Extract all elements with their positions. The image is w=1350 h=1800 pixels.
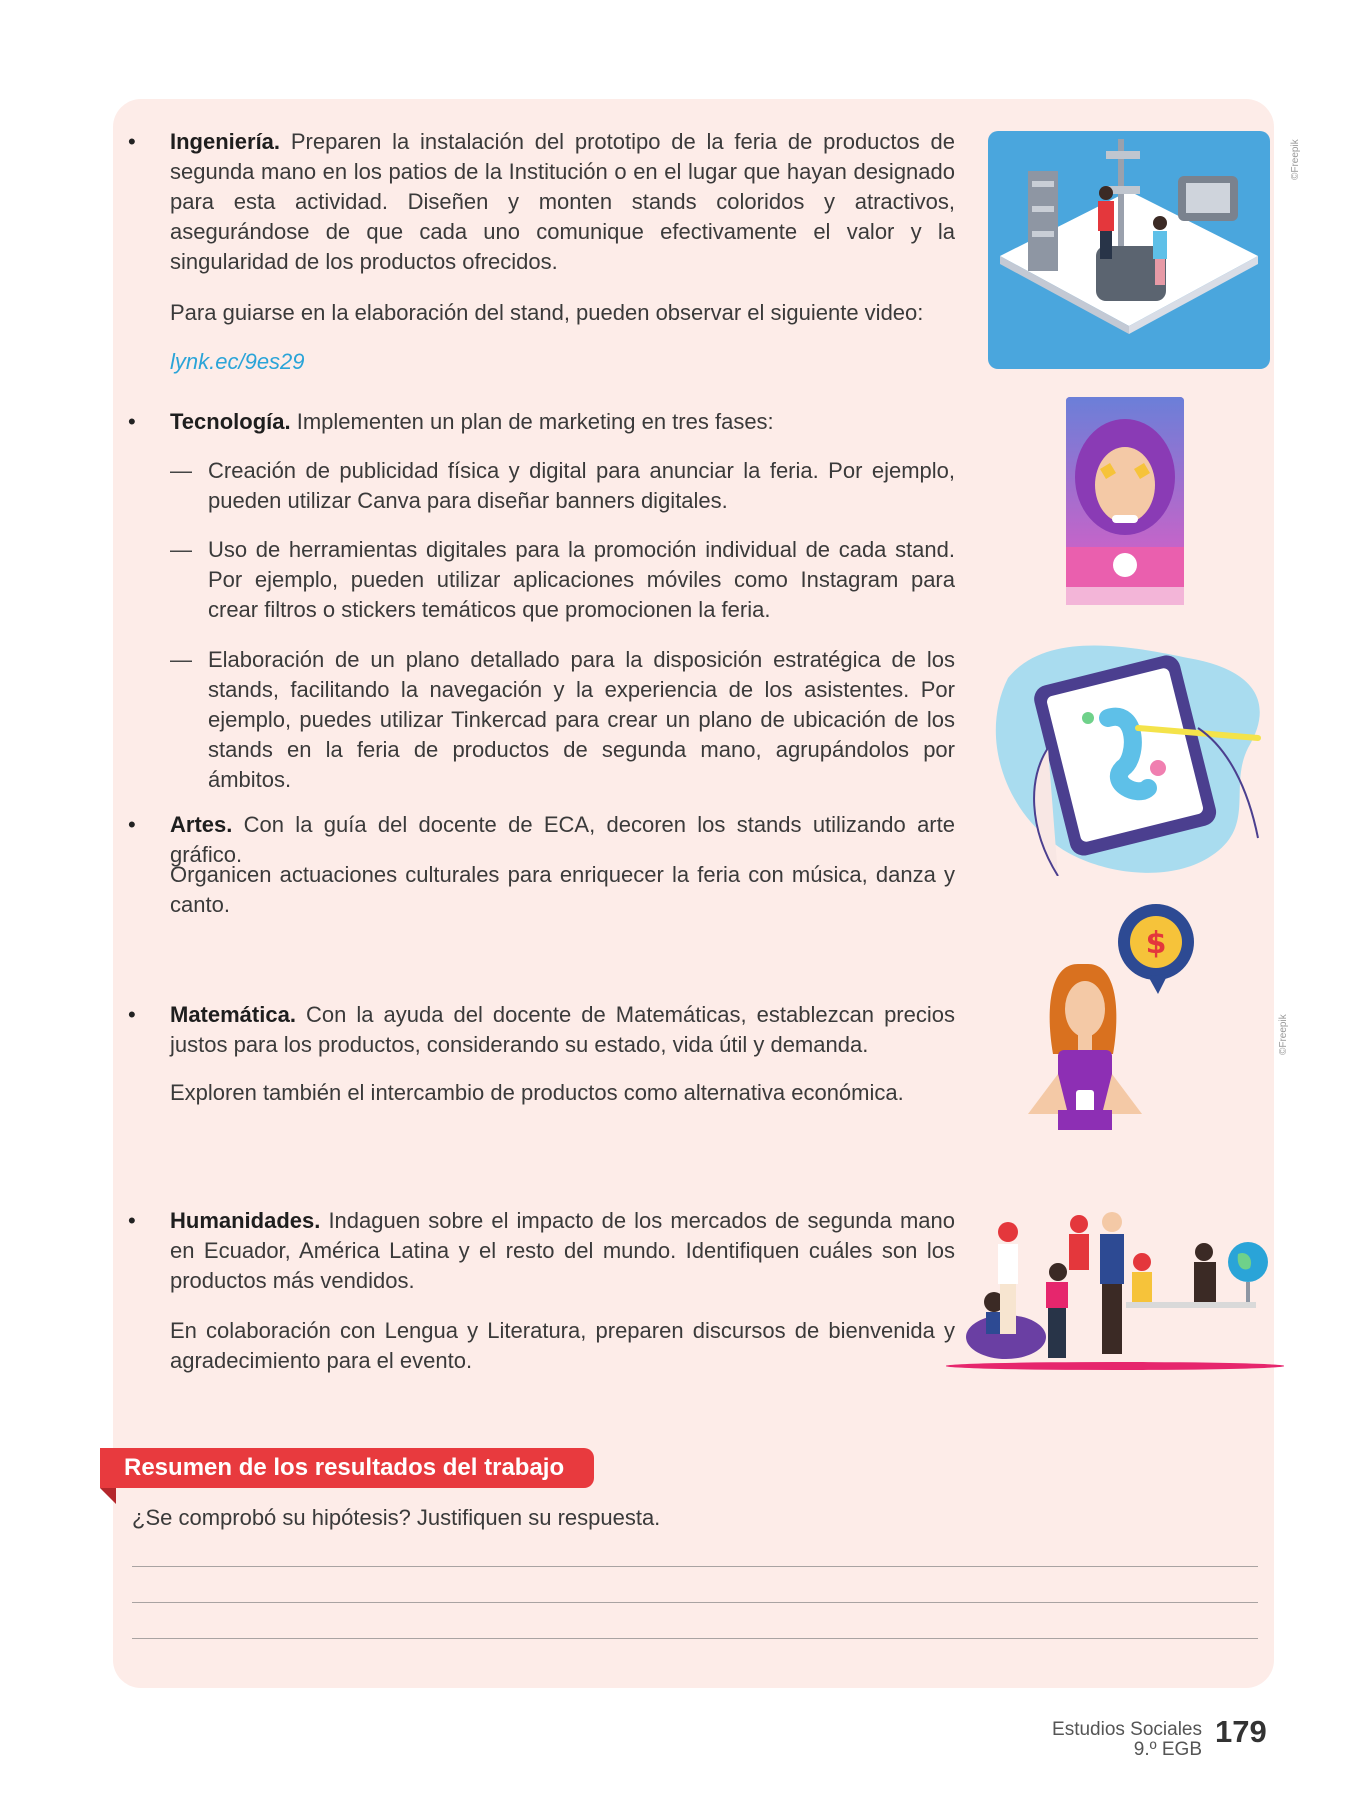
page-number: 179 [1215, 1714, 1267, 1749]
tecnologia-body: Implementen un plan de marketing en tres fases: [296, 409, 774, 434]
tecnologia-title: Tecnología. [170, 409, 291, 434]
answer-line-1[interactable] [132, 1566, 1258, 1567]
summary-question: ¿Se comprobó su hipótesis? Justifiquen su respuesta. [132, 1505, 661, 1530]
tecnologia-item-1: Creación de publicidad física y digital para anunciar la feria. Por ejemplo, pueden utilizar Canva para diseñar banners digitales. [208, 458, 955, 513]
stand-illustration [988, 131, 1270, 369]
matematica-body: Con la ayuda del docente de Matemáticas, establezcan precios justos para los productos, considerando su estado, vida útil y demanda. [170, 1002, 955, 1057]
humanidades-title: Humanidades. [170, 1208, 321, 1233]
dash: — [170, 647, 192, 672]
video-link[interactable]: lynk.ec/9es29 [170, 349, 305, 374]
dash: — [170, 458, 192, 483]
bullet: • [128, 129, 136, 154]
people-discussion-illustration [946, 1212, 1284, 1372]
artes-body: Con la guía del docente de ECA, decoren los stands utilizando arte gráfico. [170, 812, 955, 867]
svg-text:$: $ [1145, 926, 1167, 961]
image-credit: ©Freepik [1290, 139, 1301, 180]
answer-line-3[interactable] [132, 1638, 1258, 1639]
grade-label: 9.º EGB [1133, 1739, 1202, 1760]
humanidades-paragraph [170, 1206, 955, 1296]
ingenieria-paragraph [170, 127, 955, 277]
footer-subject [1052, 1720, 1202, 1760]
humanidades-extra: En colaboración con Lengua y Literatura, preparen discursos de bienvenida y agradecimiento para el evento. [170, 1318, 955, 1373]
matematica-title: Matemática. [170, 1002, 296, 1027]
matematica-extra: Exploren también el intercambio de productos como alternativa económica. [170, 1080, 904, 1105]
humanidades-body: Indaguen sobre el impacto de los mercados de segunda mano en Ecuador, América Latina y el resto del mundo. Identifiquen cuáles son los productos más vendidos. [170, 1208, 955, 1293]
bullet: • [128, 409, 136, 434]
summary-title: Resumen de los resultados del trabajo [124, 1454, 565, 1481]
banner-fold [100, 1488, 116, 1504]
tecnologia-item-2: Uso de herramientas digitales para la promoción individual de cada stand. Por ejemplo, pueden utilizar aplicaciones móviles como Instagram para crear filtros o stickers temáticos que promocionen la feria. [208, 537, 955, 622]
subject-name: Estudios Sociales [1052, 1719, 1202, 1740]
bullet: • [128, 812, 136, 837]
artes-extra: Organicen actuaciones culturales para enriquecer la feria con música, danza y canto. [170, 862, 955, 917]
money-thinking-illustration [1008, 904, 1228, 1140]
tecnologia-item-3: Elaboración de un plano detallado para la disposición estratégica de los stands, facilitando la navegación y la experiencia de los asistentes. Por ejemplo, puedes utilizar Tinkercad para crear un plano de ubicación de los stands en la feria de productos de segunda mano, agrupándolos por ámbitos. [208, 647, 955, 792]
image-credit: ©Freepik [1278, 1014, 1289, 1055]
dash: — [170, 537, 192, 562]
answer-line-2[interactable] [132, 1602, 1258, 1603]
ingenieria-title: Ingeniería. [170, 129, 281, 154]
phone-filter-illustration [1066, 397, 1184, 605]
bullet: • [128, 1002, 136, 1027]
ingenieria-video-text: Para guiarse en la elaboración del stand, pueden observar el siguiente video: [170, 300, 924, 325]
ingenieria-body: Preparen la instalación del prototipo de la feria de productos de segunda mano en los patios de la Institución o en el lugar que hayan designado para esta actividad. Diseñen y monten stands coloridos y atractivos, asegurándose de que cada uno comunique efectivamente el valor y la singularidad de los productos ofrecidos. [170, 129, 955, 274]
matematica-paragraph [170, 1000, 955, 1060]
tablet-drawing-illustration [988, 638, 1270, 876]
summary-banner [100, 1448, 594, 1488]
bullet: • [128, 1208, 136, 1233]
tecnologia-paragraph [170, 407, 955, 437]
artes-title: Artes. [170, 812, 233, 837]
